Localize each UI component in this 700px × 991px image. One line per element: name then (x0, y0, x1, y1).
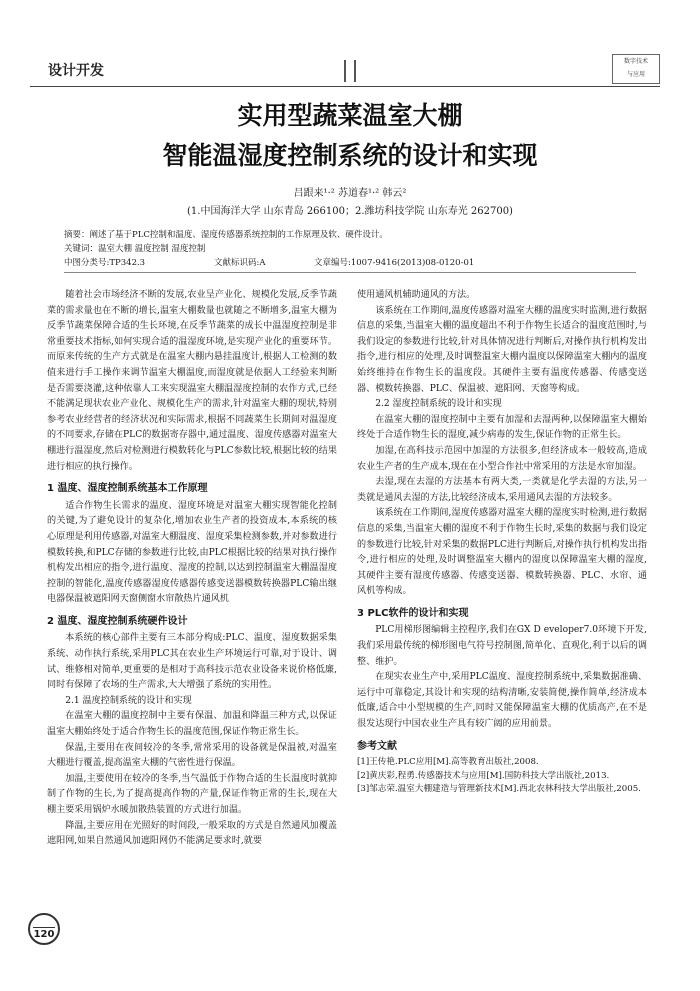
reference-item: [2]黄庆彩,程勇.传感器技术与应用[M].国防科技大学出版社,2013. (357, 770, 610, 781)
section-2-text: 本系统的核心部件主要有三本部分构成:PLC、温度、湿度数据采集系统、动作执行系统,采用PLC其在农业生产环境运行可靠,对于设计、调试、维修相对简单,更重要的是相对于高科技示范农业设备来说价格低廉,同时有保障了农场的生产需求,大大增强了系统的实用性。 (47, 633, 337, 691)
title-line-2: 智能温湿度控制系统的设计和实现 (162, 141, 538, 170)
authors: 吕跟来¹·² 苏道春¹·² 韩云² (293, 188, 407, 199)
section-2-2-paragraph: 在温室大棚的湿度控制中主要有加湿和去湿两种,以保障温室大棚始终处于合适作物生长的湿度,减少病毒的发生,保证作物的正常生长。 (357, 414, 647, 441)
left-column (47, 288, 337, 850)
title-line-1: 实用型蔬菜温室大棚 (237, 101, 463, 130)
reference-item: [3]邹志荣.温室大棚建造与管理新技术[M].西北农林科技大学出版社,2005. (357, 784, 641, 795)
section-2-1-heading: 2.1 温度控制系统的设计和实现 (65, 695, 192, 706)
section-3-heading: 3 PLC软件的设计和实现 (357, 607, 469, 619)
temperature-system-paragraph: 该系统在工作期间,温度传感器对温室大棚的温度实时监测,进行数据信息的采集,当温室大棚的温度超出不利于作物生长适合的温度范围时,与我们设定的参数进行比较,针对具体情况进行判断后,对操作执行机构发出指令,进行相应的处理,及时调整温室大棚内温度以保障温室大棚内的温度始终维持在作物生长的温度段。其硬件主要有温度传感器、传感变送器、模数转换器、PLC、保温被、遮阳网、天窗等构成。 (357, 305, 647, 394)
reference-item: [1]王传艳.PLC应用[M].高等教育出版社,2008. (357, 757, 539, 768)
meta-divider (64, 272, 636, 273)
section-3-paragraph: 在现实农业生产中,采用PLC温度、湿度控制系统中,采集数据准确、运行中可靠稳定,其设计和实现的结构清晰,安装简便,操作简单,经济成本低廉,适合中小型规模的生产,同时又能保障温室大棚的优质高产,在不是很发达现行中国农业生产具有较广阔的应用前景。 (357, 672, 647, 730)
journal-badge (612, 54, 660, 84)
right-column (357, 288, 647, 797)
section-3-paragraph: PLC用梯形图编辑主控程序,我们在GX D eveloper7.0环境下开发,我们采用最传统的梯形图电气符号控制图,简单化、直观化,利于以后的调整、维护。 (357, 625, 647, 667)
section-1-heading: 1 温度、湿度控制系统基本工作原理 (47, 483, 208, 495)
section-2-1-paragraph: 加温,主要使用在较冷的冬季,当气温低于作物合适的生长温度时就抑制了作物的生长,为了提高提高作物的产量,保证作物正常的生长,现在大棚主要采用锅炉水暖加散热装置的方式进行加温。 (47, 773, 337, 815)
section-2-1-paragraph: 在温室大棚的温度控制中主要有保温、加温和降温三种方式,以保证温室大棚始终处于适合作物生长的温度范围,保证作物正常生长。 (47, 711, 337, 738)
document-code: 文献标识码:A (214, 258, 266, 268)
keywords: 关键词：温室大棚 温度控制 湿度控制 (64, 244, 206, 254)
header-divider-bars (340, 60, 370, 82)
continued-paragraph: 使用通风机辅助通风的方法。 (357, 290, 476, 300)
section-1-text: 适合作物生长需求的温度、湿度环境是对温室大棚实现智能化控制的关键,为了避免设计的复杂化,增加农业生产者的投资成本,本系统的核心原理是利用传感器,对温室大棚温度、湿度采集检测参数,并对参数进行模数转换,和PLC存储的参数进行比较,由PLC根据比较的结果对执行操作机构发出相应的指令,进行温度、湿度的控制,以达到控制温室大棚温湿度控制的智能化,温度传感器湿度传感器传感变送器模数转换器PLC输出继电器保温被遮阳网天窗侧窗水帘散热片通风机 (47, 500, 337, 605)
running-header (30, 52, 660, 88)
section-2-1-paragraph: 保温,主要用在夜间较冷的冬季,常常采用的设备就是保温被,对温室大棚进行覆盖,提高温室大棚的气密性进行保温。 (47, 742, 337, 769)
section-2-heading: 2 温度、湿度控制系统硬件设计 (47, 615, 188, 627)
section-2-2-paragraph: 加湿,在高科技示范园中加湿的方法很多,但经济成本一般较高,造成农业生产者的生产成本,现在在小型合作社中常采用的方法是水帘加湿。 (357, 445, 647, 472)
intro-paragraph: 随着社会市场经济不断的发展,农业呈产业化、规模化发展,反季节蔬菜的需求量也在不断的增长,温室大棚数量也就随之不断增多,温室大棚为反季节蔬菜保障合适的生长环境,在反季节蔬菜的成长中温湿度控制是非常重要技术指标,如何实现合适的温湿度环境,是实现产业化的重要环节。而原来传统的生产方式就是在温室大棚内悬挂温度计,根据人工检测的数值来进行手工操作来调节温室大棚温度,而湿度就是依据人工经验来判断是否需要浇灌,这种依靠人工来实现温室大棚温湿度控制的农作方式,已经不能满足现状农业产业化、规模化生产的需求,针对温室大棚的现状,特别参考农业经营者的经济状况和实际需求,根据不同蔬菜生长期间对温湿度的不同要求,存储在PLC的数据寄存器中,通过温度、湿度传感器对温室大棚进行温湿度,然后对检测进行模数转化与PLC参数比较,根据比较的结果进行相应的执行操作。 (47, 290, 337, 472)
affiliation: (1.中国海洋大学 山东青岛 266100；2.潍坊科技学院 山东寿光 262700) (187, 206, 513, 217)
page-number: 120 (28, 913, 60, 945)
section-2-1-paragraph: 降温,主要应用在光照好的时间段,一般采取的方式是自然通风加覆盖遮阳网,如果自然通风加遮阳网仍不能满足要求时,就要 (47, 820, 337, 847)
header-rule (30, 86, 660, 87)
badge-line-2: 与应用 (626, 71, 645, 78)
section-2-2-paragraph: 去湿,现在去湿的方法基本有两大类,一类就是化学去湿的方法,另一类就是通风去湿的方法,比较经济成本,采用通风去湿的方法较多。 (357, 477, 647, 503)
section-2-2-paragraph: 该系统在工作期间,湿度传感器对温室大棚的湿度实时检测,进行数据信息的采集,当温室大棚的湿度不利于作物生长时,采集的数据与我们设定的参数进行比较,针对采集的数据PLC进行判断后,对操作执行机构发出指令,进行相应的处理,及时调整温室大棚内的湿度以保障温室大棚的湿度,其硬件主要有湿度传感器、传感变送器、模数转换器、PLC、水帘、通风机等构成。 (357, 508, 647, 597)
section-label: 设计开发 (48, 63, 104, 79)
article-number: 文章编号:1007-9416(2013)08-0120-01 (314, 258, 475, 268)
section-2-2-heading: 2.2 湿度控制系统的设计和实现 (375, 399, 502, 410)
abstract: 摘要：阐述了基于PLC控制和温度、湿度传感器系统控制的工作原理及软、硬件设计。 (64, 230, 388, 240)
references-heading: 参考文献 (357, 740, 397, 752)
badge-line-1: 数字技术 (623, 58, 648, 65)
clc-number: 中图分类号:TP342.3 (64, 258, 146, 268)
